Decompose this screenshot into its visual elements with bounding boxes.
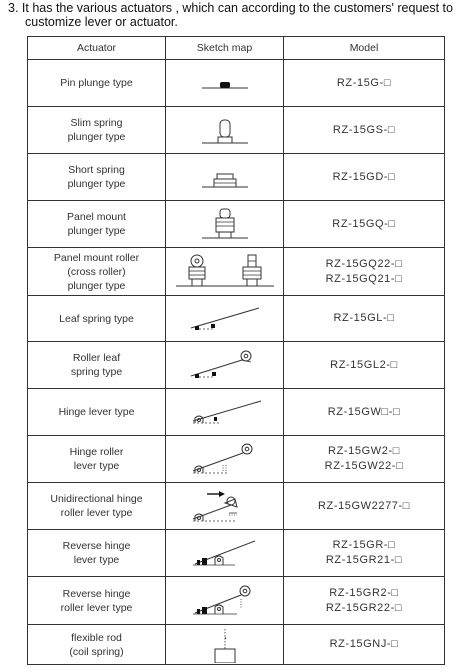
actuator-label: (cross roller)	[67, 265, 126, 278]
actuator-label: Hinge roller	[69, 446, 124, 458]
actuator-label: Panel mount	[67, 211, 126, 223]
flexible-rod-sketch	[190, 627, 260, 663]
sketch-cell	[166, 530, 284, 577]
model-number: RZ-15GNJ-□	[329, 638, 399, 650]
table-row	[28, 530, 445, 577]
actuator-label: Reverse hinge	[62, 540, 131, 552]
model-number: RZ-15GD-□	[332, 170, 396, 183]
actuator-cell	[28, 389, 166, 436]
model-cell	[284, 107, 445, 154]
leaf-spring-sketch	[185, 304, 265, 334]
actuator-cell	[28, 201, 166, 248]
actuator-label: Roller leaf	[72, 352, 121, 364]
actuator-cell	[28, 342, 166, 389]
table-row	[28, 296, 445, 342]
sketch-cell	[166, 389, 284, 436]
sketch-cell	[166, 436, 284, 483]
model-cell	[284, 436, 445, 483]
model-number: RZ-15GW2277-□	[317, 499, 411, 512]
model-cell	[284, 577, 445, 625]
actuator-label: Reverse hinge	[62, 587, 131, 600]
model-number: RZ-15GL2-□	[330, 358, 398, 371]
reverse-hinge-lever-sketch	[185, 537, 265, 569]
actuator-cell	[28, 154, 166, 201]
actuator-label: (coil spring)	[69, 645, 124, 658]
model-number: RZ-15GR-□	[332, 539, 396, 551]
reverse-hinge-roller-sketch	[185, 583, 265, 619]
sketch-cell	[166, 342, 284, 389]
sketch-cell	[166, 201, 284, 248]
actuator-label: plunger type	[67, 178, 126, 190]
model-cell	[284, 342, 445, 389]
actuator-label: Short spring	[68, 164, 125, 176]
sketch-cell	[166, 296, 284, 342]
hinge-lever-sketch	[185, 397, 265, 427]
model-number: RZ-15GW2-□	[328, 445, 400, 457]
intro-line-1: 3. It has the various actuators , which can according to the customers' request to	[8, 1, 453, 15]
roller-leaf-spring-sketch	[185, 348, 265, 382]
actuator-cell	[28, 296, 166, 342]
actuator-cell	[28, 577, 166, 625]
short-spring-plunger-sketch	[190, 162, 260, 192]
model-number: RZ-15GR21-□	[325, 554, 403, 566]
table-row	[28, 342, 445, 389]
model-cell	[284, 483, 445, 530]
actuator-label: Pin plunge type	[60, 77, 133, 89]
actuator-cell	[28, 60, 166, 107]
actuator-table	[27, 36, 445, 665]
actuator-cell	[28, 107, 166, 154]
actuator-label: roller lever type	[60, 507, 133, 519]
actuator-label: plunger type	[67, 279, 126, 292]
actuator-label: roller lever type	[60, 601, 133, 614]
pin-plunger-sketch	[190, 73, 260, 93]
model-cell	[284, 248, 445, 296]
table-row	[28, 201, 445, 248]
panel-mount-plunger-sketch	[190, 206, 260, 242]
model-cell	[284, 625, 445, 665]
table-row	[28, 248, 445, 296]
table-row	[28, 389, 445, 436]
hinge-roller-lever-sketch	[185, 441, 265, 477]
table-row	[28, 483, 445, 530]
actuator-cell	[28, 625, 166, 665]
actuator-label: Leaf spring type	[59, 312, 134, 325]
table-row	[28, 107, 445, 154]
panel-mount-roller-sketch	[170, 252, 280, 292]
model-cell	[284, 296, 445, 342]
model-number: RZ-15GQ-□	[332, 217, 396, 230]
unidirectional-hinge-roller-sketch	[185, 487, 265, 525]
model-number: RZ-15GW22-□	[324, 460, 404, 472]
sketch-cell	[166, 248, 284, 296]
sketch-cell	[166, 577, 284, 625]
sketch-cell	[166, 625, 284, 665]
model-number: RZ-15GQ22-□	[325, 257, 403, 270]
model-number: RZ-15GL-□	[333, 312, 395, 324]
actuator-label: Unidirectional hinge	[50, 493, 143, 505]
actuator-label: Slim spring	[70, 117, 123, 129]
header-actuator: Actuator	[28, 37, 166, 60]
actuator-label: flexible rod	[71, 631, 122, 644]
actuator-cell	[28, 248, 166, 296]
table-row	[28, 154, 445, 201]
sketch-cell	[166, 60, 284, 107]
model-number: RZ-15GQ21-□	[325, 272, 403, 285]
table-row	[28, 625, 445, 665]
model-number: RZ-15GS-□	[332, 123, 396, 136]
model-number: RZ-15GW□-□	[327, 405, 401, 418]
sketch-cell	[166, 107, 284, 154]
actuator-label: lever type	[73, 460, 120, 472]
actuator-cell	[28, 436, 166, 483]
actuator-label: lever type	[73, 554, 120, 566]
slim-spring-plunger-sketch	[190, 113, 260, 147]
header-sketch-map: Sketch map	[166, 37, 284, 60]
actuator-cell	[28, 483, 166, 530]
sketch-cell	[166, 483, 284, 530]
actuator-cell	[28, 530, 166, 577]
sketch-cell	[166, 154, 284, 201]
actuator-label: plunger type	[67, 131, 126, 143]
model-cell	[284, 530, 445, 577]
model-number: RZ-15G-□	[336, 76, 392, 89]
intro-line-2: customize lever or actuator.	[25, 15, 178, 29]
actuator-label: spring type	[70, 366, 123, 378]
model-cell	[284, 201, 445, 248]
table-row	[28, 60, 445, 107]
actuator-label: Hinge lever type	[58, 406, 135, 418]
model-number: RZ-15GR22-□	[325, 601, 403, 614]
table-header-row	[28, 37, 445, 60]
model-cell	[284, 60, 445, 107]
table-row	[28, 436, 445, 483]
actuator-label: plunger type	[67, 225, 126, 237]
model-cell	[284, 389, 445, 436]
header-model: Model	[284, 37, 445, 60]
model-number: RZ-15GR2-□	[329, 586, 399, 599]
intro-text	[8, 1, 458, 29]
actuator-label: Panel mount roller	[53, 251, 140, 264]
model-cell	[284, 154, 445, 201]
table-row	[28, 577, 445, 625]
